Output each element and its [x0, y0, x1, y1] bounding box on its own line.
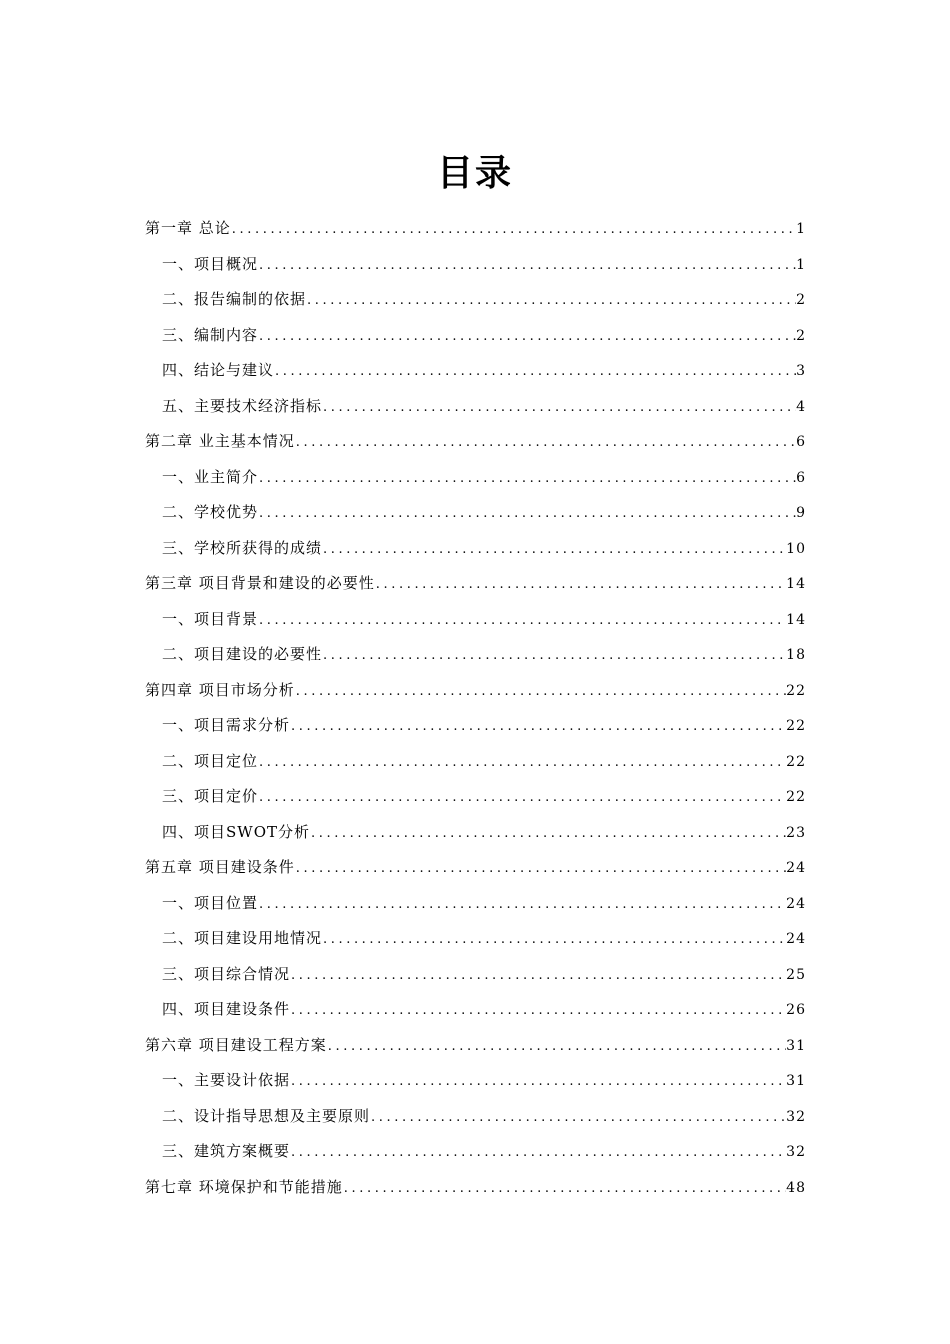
toc-entry-page: 1 [796, 256, 806, 273]
toc-entry-page: 2 [796, 292, 806, 308]
toc-entry-page: 48 [786, 1179, 806, 1196]
toc-leader-dots [258, 248, 796, 283]
toc-entry-page: 18 [786, 647, 806, 663]
toc-leader-dots [258, 887, 786, 922]
toc-entry-label: 三、项目定价 [162, 787, 259, 805]
toc-entry-label: 四、项目SWOT分析 [162, 822, 310, 841]
toc-entry[interactable] [145, 1134, 806, 1170]
toc-entry-page: 23 [786, 824, 806, 841]
toc-entry-label: 二、报告编制的依据 [162, 290, 307, 308]
toc-leader-dots [370, 1100, 786, 1135]
toc-leader-dots [290, 1135, 786, 1170]
toc-entry-label: 一、项目需求分析 [162, 716, 291, 734]
toc-entry[interactable] [145, 886, 806, 922]
toc-entry-page: 4 [796, 398, 806, 415]
toc-entry-label: 第四章 项目市场分析 [145, 680, 295, 699]
toc-entry-page: 14 [786, 611, 806, 628]
toc-entry-label: 四、项目建设条件 [162, 1000, 291, 1018]
toc-leader-dots [258, 780, 786, 815]
toc-leader-dots [310, 816, 786, 851]
toc-entry-label: 二、项目建设用地情况 [162, 929, 323, 947]
toc-entry[interactable] [145, 318, 806, 354]
toc-entry-page: 32 [786, 1108, 806, 1125]
toc-leader-dots [322, 638, 786, 673]
toc-entry[interactable] [145, 353, 806, 389]
toc-entry-label: 第六章 项目建设工程方案 [145, 1035, 327, 1054]
toc-leader-dots [290, 709, 786, 744]
toc-entry[interactable] [145, 957, 806, 993]
toc-entry-label: 四、结论与建议 [162, 361, 275, 379]
toc-entry-page: 1 [796, 221, 806, 237]
toc-entry-page: 3 [796, 363, 806, 379]
toc-leader-dots [343, 1171, 786, 1206]
toc-entry[interactable] [145, 495, 806, 531]
toc-leader-dots [258, 745, 786, 780]
toc-leader-dots [322, 390, 796, 425]
toc-entry-label: 第三章 项目背景和建设的必要性 [145, 574, 375, 592]
toc-entry-label: 三、建筑方案概要 [162, 1142, 291, 1160]
toc-entry-label: 一、项目位置 [162, 893, 259, 912]
toc-entry[interactable] [145, 1170, 806, 1206]
toc-entry[interactable] [145, 815, 806, 851]
toc-leader-dots [231, 212, 796, 247]
toc-entry[interactable] [145, 850, 806, 886]
toc-entry[interactable] [145, 211, 806, 247]
toc-entry-page: 22 [786, 682, 806, 699]
toc-entry[interactable] [145, 1063, 806, 1099]
toc-entry-label: 二、设计指导思想及主要原则 [162, 1106, 371, 1125]
toc-leader-dots [375, 567, 786, 602]
toc-entry-label: 一、业主简介 [162, 467, 259, 486]
toc-entry[interactable] [145, 424, 806, 460]
toc-leader-dots [258, 319, 796, 354]
toc-entry[interactable] [145, 460, 806, 496]
toc-leader-dots [327, 1029, 786, 1064]
toc-entry-page: 6 [796, 434, 806, 450]
toc-entry[interactable] [145, 247, 806, 283]
toc-leader-dots [258, 496, 796, 531]
toc-leader-dots [258, 603, 786, 638]
toc-leader-dots [258, 461, 796, 496]
toc-entry[interactable] [145, 602, 806, 638]
toc-entry[interactable] [145, 992, 806, 1028]
toc-entry-page: 32 [786, 1144, 806, 1160]
toc-entry-page: 14 [786, 576, 806, 592]
toc-leader-dots [290, 993, 786, 1028]
toc-entry-page: 24 [786, 931, 806, 947]
toc-entry-label: 二、项目定位 [162, 751, 259, 770]
toc-entry-page: 2 [796, 327, 806, 344]
toc-entry-label: 一、项目背景 [162, 609, 259, 628]
toc-entry-page: 31 [786, 1073, 806, 1089]
toc-entry-page: 9 [796, 505, 806, 521]
toc-entry[interactable] [145, 389, 806, 425]
toc-title: 目录 [436, 153, 513, 194]
toc-entry-page: 31 [786, 1037, 806, 1054]
toc-entry-label: 第五章 项目建设条件 [145, 858, 295, 876]
toc-entry-label: 三、编制内容 [162, 325, 259, 344]
toc-entry-page: 25 [786, 966, 806, 983]
toc-leader-dots [306, 283, 796, 318]
toc-entry-page: 22 [786, 753, 806, 770]
toc-entry-label: 三、学校所获得的成绩 [162, 538, 323, 557]
toc-leader-dots [274, 354, 796, 389]
toc-entry-label: 一、主要设计依据 [162, 1071, 291, 1089]
toc-entry-label: 一、项目概况 [162, 254, 259, 273]
toc-entry[interactable] [145, 673, 806, 709]
toc-leader-dots [295, 425, 796, 460]
toc-entry-label: 五、主要技术经济指标 [162, 396, 323, 415]
toc-entry[interactable] [145, 637, 806, 673]
toc-entry[interactable] [145, 566, 806, 602]
toc-entry[interactable] [145, 744, 806, 780]
toc-entry-label: 第七章 环境保护和节能措施 [145, 1177, 343, 1196]
toc-entry-page: 22 [786, 718, 806, 734]
toc-entry-label: 第一章 总论 [145, 219, 231, 237]
toc-entry-page: 26 [786, 1002, 806, 1018]
toc-entry[interactable] [145, 921, 806, 957]
toc-list [145, 211, 806, 1205]
toc-entry-page: 22 [786, 789, 806, 805]
toc-entry-label: 二、项目建设的必要性 [162, 645, 323, 663]
toc-entry[interactable] [145, 1099, 806, 1135]
toc-leader-dots [322, 532, 786, 567]
toc-entry-label: 三、项目综合情况 [162, 964, 291, 983]
toc-entry[interactable] [145, 1028, 806, 1064]
toc-leader-dots [295, 674, 786, 709]
toc-entry-page: 10 [786, 540, 806, 557]
toc-leader-dots [290, 958, 786, 993]
toc-entry-page: 6 [796, 469, 806, 486]
toc-entry[interactable] [145, 282, 806, 318]
toc-leader-dots [290, 1064, 786, 1099]
toc-entry-label: 第二章 业主基本情况 [145, 432, 295, 450]
toc-entry-page: 24 [786, 860, 806, 876]
toc-leader-dots [322, 922, 786, 957]
toc-entry-label: 二、学校优势 [162, 503, 259, 521]
toc-entry[interactable] [145, 531, 806, 567]
toc-entry[interactable] [145, 708, 806, 744]
toc-entry[interactable] [145, 779, 806, 815]
toc-leader-dots [295, 851, 786, 886]
toc-entry-page: 24 [786, 895, 806, 912]
